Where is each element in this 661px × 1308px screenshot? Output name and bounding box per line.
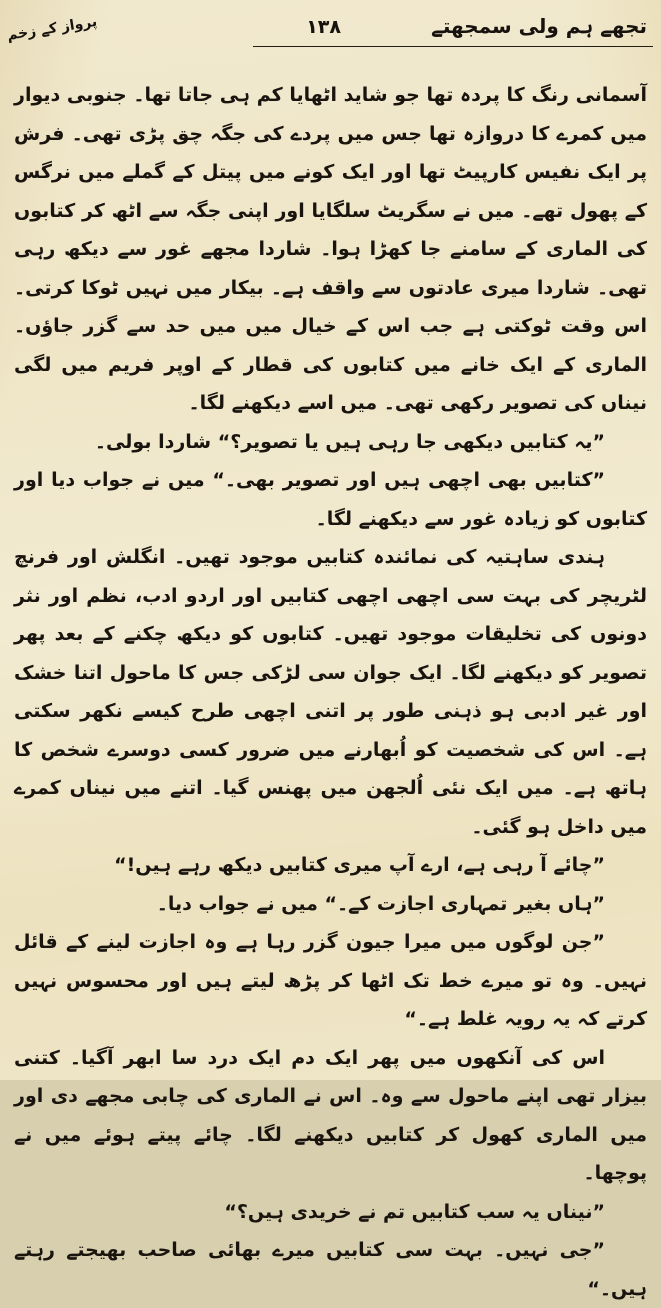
paragraph: ”جی نہیں۔ بہت سی کتابیں میرے بھائی صاحب بھیجتے رہتے ہیں۔“ (14, 1239, 647, 1300)
header-divider (253, 46, 653, 47)
chapter-title: پرواز کے زخم (6, 13, 99, 44)
book-title: تجھے ہم ولی سمجھتے (431, 14, 647, 38)
paragraph: ”جن لوگوں میں میرا جیون گزر رہا ہے وہ اجازت لینے کے قائل نہیں۔ وہ تو میرے خط تک اٹھا کر پڑھ لیتے ہیں اور محسوس نہیں کرتے کہ یہ رویہ غلط ہے۔“ (14, 931, 647, 1030)
page-number: ۱۳۸ (306, 16, 341, 38)
paragraph: ”یہ کتابیں دیکھی جا رہی ہیں یا تصویر؟“ شاردا بولی۔ (94, 430, 605, 453)
page-body-text (0, 72, 661, 1300)
paragraph: ہندی ساہتیہ کی نمائندہ کتابیں موجود تھیں۔ انگلش اور فرنچ لٹریچر کی بہت سی اچھی اچھی کتابیں اور اردو ادب، نظم اور نثر دونوں کی تخلیقات موجود تھیں۔ کتابوں کو دیکھ چکنے کے بعد پھر تصویر کو دیکھنے لگا۔ ایک جوان سی لڑکی جس کا ماحول اتنا خشک اور غیر ادبی ہو ذہنی طور پر اتنی اچھی طرح کیسے نکھر سکتی ہے۔ اس کی شخصیت کو اُبھارنے میں ضرور کسی دوسرے شخص کا ہاتھ ہے۔ میں ایک نئی اُلجھن میں پھنس گیا۔ اتنے میں نیناں کمرے میں داخل ہو گئی۔ (14, 546, 647, 838)
page-header (0, 0, 661, 72)
paragraph: ”چائے آ رہی ہے، ارے آپ میری کتابیں دیکھ رہے ہیں!“ (114, 854, 605, 876)
paragraph: ”کتابیں بھی اچھی ہیں اور تصویر بھی۔“ میں نے جواب دیا اور کتابوں کو زیادہ غور سے دیکھنے لگا۔ (14, 469, 647, 530)
paragraph: آسمانی رنگ کا پردہ تھا جو شاید اٹھایا کم ہی جاتا تھا۔ جنوبی دیوار میں کمرے کا دروازہ تھا جس میں پردے کی جگہ چق پڑی تھی۔ فرش پر ایک نفیس کارپیٹ تھا اور ایک کونے میں پیتل کے گملے میں نرگس کے پھول تھے۔ میں نے سگریٹ سلگایا اور اپنی جگہ سے اٹھ کر کتابوں کی الماری کے سامنے جا کھڑا ہوا۔ شاردا مجھے غور سے دیکھ رہی تھی۔ شاردا میری عادتوں سے واقف ہے۔ بیکار میں نہیں ٹوکا کرتی۔ اس وقت ٹوکتی ہے جب اس کے خیال میں میں حد سے گزر جاؤں۔ الماری کے ایک خانے میں کتابوں کی قطار کے اوپر فریم میں لگی نیناں کی تصویر رکھی تھی۔ میں اسے دیکھنے لگا۔ (14, 84, 647, 414)
paragraph: اس کی آنکھوں میں پھر ایک دم ایک درد سا ابھر آگیا۔ کتنی بیزار تھی اپنے ماحول سے وہ۔ اس نے الماری کی چابی مجھے دی اور میں الماری کھول کر کتابیں دیکھنے لگا۔ چائے پیتے ہوئے میں نے پوچھا۔ (14, 1046, 647, 1184)
paragraph: ”نیناں یہ سب کتابیں تم نے خریدی ہیں؟“ (224, 1200, 605, 1223)
paragraph: ”ہاں بغیر تمہاری اجازت کے۔“ میں نے جواب دیا۔ (156, 892, 605, 915)
